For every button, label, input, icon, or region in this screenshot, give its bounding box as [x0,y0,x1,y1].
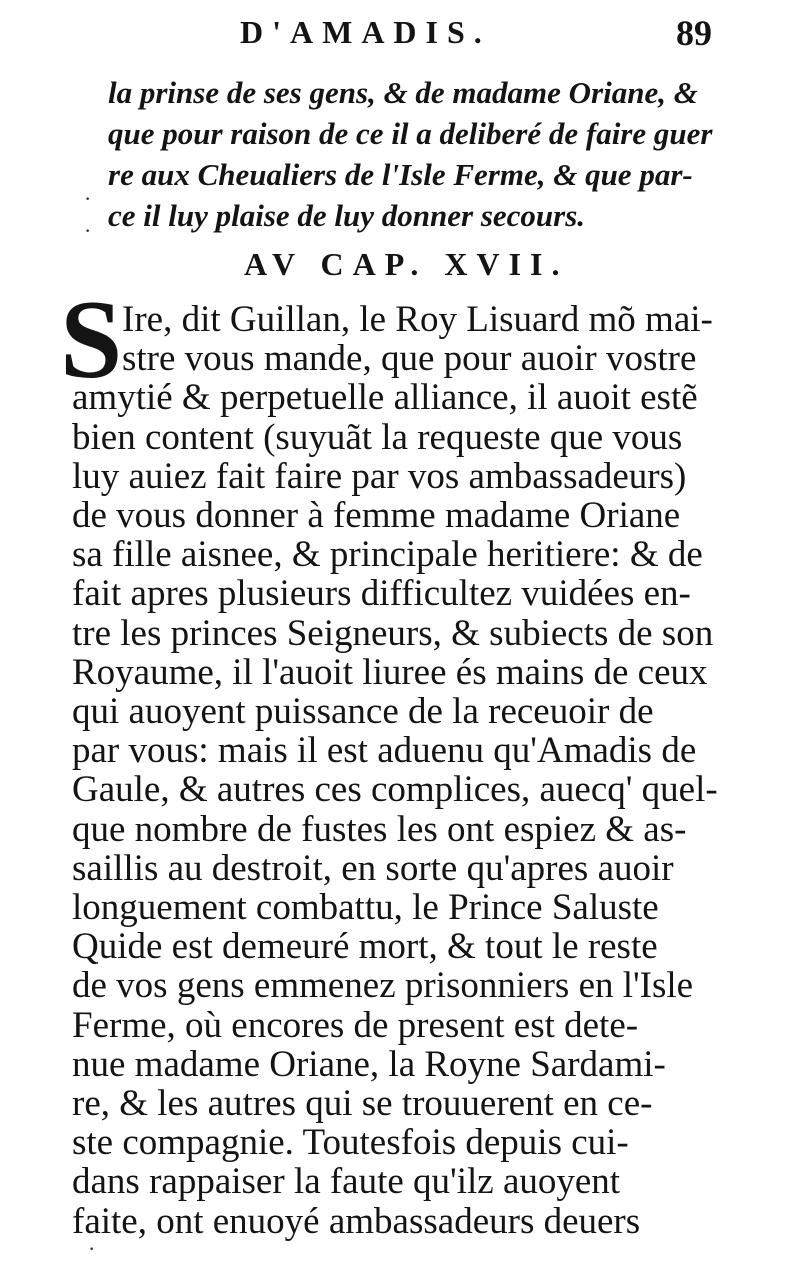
body-line: Ferme, où encores de present est dete- [72,1004,639,1046]
body-line: amytié & perpetuelle alliance, il auoit estẽ [72,377,698,419]
body-line: bien content (suyuãt la requeste que vous [72,416,683,458]
body-line: saillis au destroit, en sorte qu'apres auoir [72,847,674,889]
body-line: par vous: mais il est aduenu qu'Amadis de [72,730,697,772]
argument-line: ce il luy plaise de luy donner secours. [108,198,586,233]
print-speck: · [88,1236,96,1261]
body-line: Ire, dit Guillan, le Roy Lisuard mõ mai- [122,299,713,340]
argument-line: que pour raison de ce il a deliberé de faire guer [108,116,713,151]
body-line: tre les princes Seigneurs, & subiects de son [72,612,714,654]
body-line: longuement combattu, le Prince Saluste [72,887,659,929]
print-speck: · [84,218,92,243]
body-line: sa fille aisnee, & principale heritiere: & de [72,534,703,576]
body-line: que nombre de fustes les ont espiez & as- [72,808,687,850]
argument-line: la prinse de ses gens, & de madame Oriane, & [108,75,698,110]
body-line: de vos gens emmenez prisonniers en l'Isle [72,965,694,1007]
body-line: faite, ont enuoyé ambassadeurs deuers [72,1200,641,1242]
body-line: qui auoyent puissance de la receuoir de [72,691,654,733]
chapter-heading: AV CAP. XVII. [244,246,569,282]
drop-cap: S [60,278,123,402]
body-line: fait apres plusieurs difficultez vuidées en- [72,573,691,615]
body-line: Quide est demeuré mort, & tout le reste [72,926,658,968]
body-line: nue madame Oriane, la Royne Sardami- [72,1043,666,1085]
body-line: dans rappaiser la faute qu'ilz auoyent [72,1161,621,1203]
body-line: luy auiez fait faire par vos ambassadeurs) [72,455,687,497]
body-line: ste compagnie. Toutesfois depuis cui- [72,1122,629,1164]
body-line: de vous donner à femme madame Oriane [72,495,681,537]
body-line: re, & les autres qui se trouuerent en ce- [72,1083,653,1125]
body-line: Royaume, il l'auoit liuree és mains de ceux [72,651,708,693]
body-line: stre vous mande, que pour auoir vostre [122,338,697,380]
chapter-argument [108,72,748,236]
body-line: Gaule, & autres ces complices, auecq' quel- [72,769,718,811]
argument-line: re aux Cheualiers de l'Isle Ferme, & que par- [108,157,693,192]
body-text [72,300,752,1241]
running-head: D'AMADIS. [240,14,491,50]
print-speck: · [84,186,92,211]
page-number: 89 [676,13,712,53]
